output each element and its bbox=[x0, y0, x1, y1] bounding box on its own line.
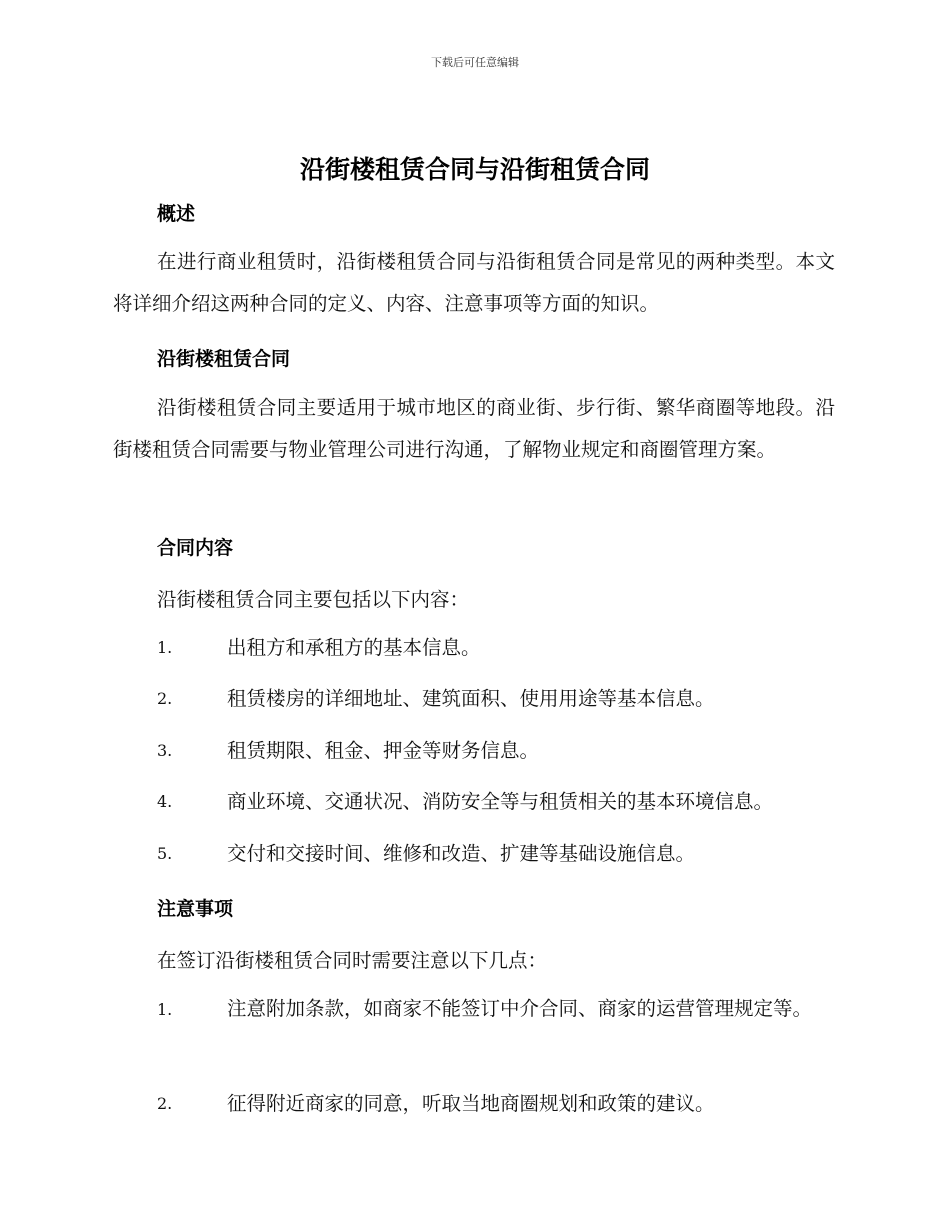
section-heading-street-building: 沿街楼租赁合同 bbox=[157, 348, 291, 370]
document-title: 沿街楼租赁合同与沿街租赁合同 bbox=[299, 155, 650, 184]
list-item-number: 5. bbox=[157, 844, 173, 863]
contract-content-intro: 沿街楼租赁合同主要包括以下内容： bbox=[157, 588, 470, 611]
section-heading-contract-content: 合同内容 bbox=[157, 537, 234, 559]
list-item-number: 2. bbox=[157, 1094, 173, 1113]
overview-paragraph: 在进行商业租赁时，沿街楼租赁合同与沿街租赁合同是常见的两种类型。本文将详细介绍这两种合同的定义、内容、注意事项等方面的知识。 bbox=[113, 250, 835, 315]
list-item-number: 2. bbox=[157, 689, 173, 708]
list-item-text: 出租方和承租方的基本信息。 bbox=[227, 636, 481, 659]
section-heading-notes: 注意事项 bbox=[157, 898, 234, 920]
section-heading-overview: 概述 bbox=[157, 203, 196, 225]
list-item-text: 租赁期限、租金、押金等财务信息。 bbox=[227, 739, 540, 762]
list-item-number: 4. bbox=[157, 792, 173, 811]
list-item-number: 3. bbox=[157, 741, 173, 760]
list-item-text: 注意附加条款，如商家不能签订中介合同、商家的运营管理规定等。 bbox=[227, 997, 813, 1020]
list-item-text: 商业环境、交通状况、消防安全等与租赁相关的基本环境信息。 bbox=[227, 790, 774, 813]
list-item-number: 1. bbox=[157, 1000, 173, 1019]
notes-intro: 在签订沿街楼租赁合同时需要注意以下几点： bbox=[157, 949, 548, 972]
list-item-text: 交付和交接时间、维修和改造、扩建等基础设施信息。 bbox=[227, 842, 696, 865]
list-item-number: 1. bbox=[157, 638, 173, 657]
list-item-text: 征得附近商家的同意，听取当地商圈规划和政策的建议。 bbox=[227, 1092, 715, 1115]
list-item-text: 租赁楼房的详细地址、建筑面积、使用用途等基本信息。 bbox=[227, 687, 715, 710]
header-note: 下载后可任意编辑 bbox=[431, 56, 519, 69]
list-item bbox=[113, 988, 835, 1031]
street-building-paragraph: 沿街楼租赁合同主要适用于城市地区的商业街、步行街、繁华商圈等地段。沿街楼租赁合同需要与物业管理公司进行沟通，了解物业规定和商圈管理方案。 bbox=[113, 396, 835, 461]
